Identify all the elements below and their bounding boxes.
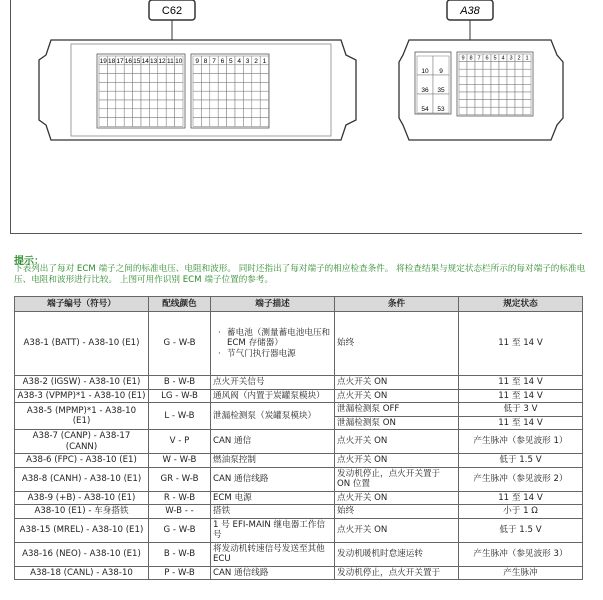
pin-cell (124, 91, 132, 100)
pin-cell (475, 92, 483, 100)
pin-number: 7 (212, 57, 216, 65)
pin-cell (491, 107, 499, 115)
pin-number: 9 (461, 55, 465, 62)
table-row: A38-16 (NEO) - A38-10 (E1) B - W-B 将发动机转速信号发送至其他 ECU 发动机暖机时怠速运转 产生脉冲（参见波形 3） (15, 542, 583, 566)
pin-cell (166, 100, 174, 109)
pin-number: 5 (493, 55, 497, 62)
pin-cell (175, 65, 183, 74)
pin-cell (235, 74, 243, 83)
pin-cell (459, 77, 467, 85)
pin-cell (252, 74, 260, 83)
table-row: A38-10 (E1) - 车身搭铁 W-B - - 搭铁 始终 小于 1 Ω (15, 505, 583, 519)
connector-diagram (11, 0, 583, 234)
header-condition: 条件 (335, 297, 459, 312)
pin-cell (193, 82, 201, 91)
pin-cell (158, 118, 166, 127)
ecm-terminal-table (14, 296, 583, 580)
pin-cell (175, 82, 183, 91)
pin-cell (218, 91, 226, 100)
ecm-connector-figure (10, 0, 582, 234)
pin-cell (175, 74, 183, 83)
pin-cell (201, 65, 209, 74)
pin-cell (515, 62, 523, 70)
pin-cell (467, 107, 475, 115)
tip-text: 下表列出了每对 ECM 端子之间的标准电压、电阻和波形。 同时还指出了每对端子的相应检查条件。 将检查结果与规定状态栏所示的每对端子的标准电压、电阻和波形进行比较。 上图可用作识别 ECM 端子位置的参考。 (14, 264, 586, 285)
pin-cell (210, 118, 218, 127)
pin-cell (515, 107, 523, 115)
pin-cell (107, 100, 115, 109)
pin-cell (507, 69, 515, 77)
pin-cell (99, 65, 107, 74)
pin-number: 2 (254, 57, 258, 65)
pin-cell (227, 100, 235, 109)
pin-cell (491, 77, 499, 85)
pin-cell (243, 100, 251, 109)
pin-cell (141, 74, 149, 83)
pin-cell (459, 84, 467, 92)
pin-cell (193, 118, 201, 127)
pin-cell (149, 82, 157, 91)
pin-cell (124, 65, 132, 74)
pin-cell (467, 84, 475, 92)
header-description: 端子描述 (211, 297, 335, 312)
table-row: 泄漏检测泵 ON 11 至 14 V (15, 416, 583, 430)
pin-cell (491, 69, 499, 77)
pin-cell (107, 91, 115, 100)
pin-cell (483, 92, 491, 100)
pin-cell (218, 100, 226, 109)
pin-cell (149, 109, 157, 118)
pin-cell (166, 118, 174, 127)
pin-cell (243, 65, 251, 74)
pin-cell (107, 109, 115, 118)
pin-cell (252, 82, 260, 91)
pin-cell (158, 91, 166, 100)
pin-cell (483, 84, 491, 92)
pin-number: 17 (116, 57, 124, 65)
pin-cell (166, 91, 174, 100)
table-row: A38-6 (FPC) - A38-10 (E1) W - W-B 燃油泵控制 点火开关 ON 低于 1.5 V (15, 454, 583, 468)
pin-cell (116, 118, 124, 127)
pin-cell (116, 100, 124, 109)
pin-cell (499, 84, 507, 92)
pin-cell (133, 100, 141, 109)
pin-number: 2 (517, 55, 521, 62)
pin-cell (210, 91, 218, 100)
table-row: A38-1 (BATT) - A38-10 (E1) G - W-B · 蓄电池（测量蓄电池电压和 ECM 存储器） · 节气门执行器电源 始终 11 至 14 V (15, 312, 583, 376)
pin-number: 36 (421, 87, 429, 94)
pin-cell (124, 118, 132, 127)
pin-cell (243, 109, 251, 118)
pin-cell (166, 74, 174, 83)
pin-cell (515, 84, 523, 92)
pin-cell (133, 65, 141, 74)
pin-number: 9 (439, 68, 443, 75)
pin-cell (243, 118, 251, 127)
pin-cell (149, 65, 157, 74)
pin-cell (491, 92, 499, 100)
pin-cell (491, 62, 499, 70)
pin-number: 54 (421, 106, 429, 113)
pin-cell (99, 74, 107, 83)
pin-cell (218, 109, 226, 118)
pin-cell (149, 91, 157, 100)
pin-cell (235, 65, 243, 74)
pin-cell (201, 109, 209, 118)
pin-cell (523, 92, 531, 100)
pin-number: 4 (237, 57, 242, 65)
pin-cell (523, 84, 531, 92)
pin-cell (252, 65, 260, 74)
pin-cell (116, 65, 124, 74)
table-row: A38-3 (VPMP)*1 - A38-10 (E1) LG - W-B 通风阀（内置于炭罐泵模块） 点火开关 ON 11 至 14 V (15, 389, 583, 403)
pin-cell (141, 100, 149, 109)
pin-cell (99, 82, 107, 91)
pin-number: 1 (525, 55, 529, 62)
pin-cell (252, 100, 260, 109)
pin-number: 3 (245, 57, 250, 65)
pin-cell (116, 91, 124, 100)
pin-cell (235, 118, 243, 127)
pin-cell (210, 82, 218, 91)
pin-cell (210, 109, 218, 118)
pin-number: 5 (228, 57, 233, 65)
pin-number: 10 (421, 68, 429, 75)
pin-number: 19 (99, 57, 107, 65)
pin-cell (491, 100, 499, 108)
pin-cell (467, 92, 475, 100)
pin-cell (210, 74, 218, 83)
pin-cell (227, 91, 235, 100)
pin-cell (499, 100, 507, 108)
pin-cell (475, 69, 483, 77)
pin-cell (515, 69, 523, 77)
pin-cell (193, 65, 201, 74)
pin-cell (124, 74, 132, 83)
pin-cell (124, 82, 132, 91)
pin-number: 6 (485, 55, 489, 62)
header-terminal: 端子编号（符号） (15, 297, 149, 312)
pin-cell (149, 100, 157, 109)
pin-cell (499, 77, 507, 85)
pin-cell (99, 118, 107, 127)
right-connector-label: A38 (460, 5, 480, 17)
pin-cell (467, 77, 475, 85)
pin-cell (201, 118, 209, 127)
pin-cell (99, 100, 107, 109)
table-row: A38-8 (CANH) - A38-10 (E1) GR - W-B CAN 通信线路 发动机停止，点火开关置于 ON 位置 产生脉冲（参见波形 2） (15, 467, 583, 491)
pin-cell (141, 91, 149, 100)
table-row: A38-5 (MPMP)*1 - A38-10 (E1) L - W-B 泄漏检测泵（炭罐泵模块） 泄漏检测泵 OFF 低于 3 V (15, 403, 583, 417)
pin-cell (467, 69, 475, 77)
pin-cell (459, 62, 467, 70)
pin-cell (158, 109, 166, 118)
pin-cell (483, 77, 491, 85)
pin-cell (235, 82, 243, 91)
pin-cell (193, 74, 201, 83)
pin-cell (107, 74, 115, 83)
pin-cell (507, 100, 515, 108)
table-row: A38-7 (CANP) - A38-17 (CANN) V - P CAN 通信 点火开关 ON 产生脉冲（参见波形 1） (15, 430, 583, 454)
pin-cell (227, 118, 235, 127)
table-row: A38-18 (CANL) - A38-10 P - W-B CAN 通信线路 发动机停止，点火开关置于 产生脉冲 (15, 566, 583, 580)
pin-cell (201, 82, 209, 91)
pin-cell (515, 77, 523, 85)
pin-cell (483, 69, 491, 77)
pin-cell (507, 62, 515, 70)
pin-cell (260, 82, 268, 91)
pin-cell (158, 100, 166, 109)
pin-cell (499, 62, 507, 70)
pin-cell (210, 65, 218, 74)
pin-cell (149, 118, 157, 127)
pin-cell (175, 100, 183, 109)
pin-cell (133, 118, 141, 127)
pin-cell (523, 107, 531, 115)
pin-cell (133, 109, 141, 118)
pin-cell (243, 74, 251, 83)
pin-cell (459, 100, 467, 108)
pin-cell (507, 84, 515, 92)
pin-cell (133, 91, 141, 100)
pin-cell (201, 91, 209, 100)
pin-cell (483, 100, 491, 108)
pin-cell (499, 69, 507, 77)
pin-cell (260, 100, 268, 109)
table-row: A38-9 (+B) - A38-10 (E1) R - W-B ECM 电源 点火开关 ON 11 至 14 V (15, 491, 583, 505)
pin-cell (491, 84, 499, 92)
pin-cell (252, 118, 260, 127)
pin-cell (515, 92, 523, 100)
table-row: A38-15 (MREL) - A38-10 (E1) G - W-B 1 号 EFI-MAIN 继电器工作信号 点火开关 ON 低于 1.5 V (15, 518, 583, 542)
pin-cell (243, 91, 251, 100)
pin-cell (99, 91, 107, 100)
pin-number: 18 (107, 57, 116, 65)
pin-cell (141, 109, 149, 118)
pin-number: 35 (437, 87, 445, 94)
table-row: A38-2 (IGSW) - A38-10 (E1) B - W-B 点火开关信号 点火开关 ON 11 至 14 V (15, 376, 583, 390)
pin-cell (252, 109, 260, 118)
pin-cell (166, 82, 174, 91)
pin-cell (141, 118, 149, 127)
pin-number: 3 (509, 55, 513, 62)
pin-cell (523, 100, 531, 108)
pin-cell (107, 65, 115, 74)
pin-cell (133, 82, 141, 91)
pin-cell (158, 82, 166, 91)
pin-cell (166, 65, 174, 74)
pin-cell (475, 100, 483, 108)
pin-cell (210, 100, 218, 109)
pin-cell (467, 62, 475, 70)
pin-cell (507, 77, 515, 85)
pin-cell (141, 82, 149, 91)
pin-cell (124, 109, 132, 118)
pin-cell (260, 109, 268, 118)
pin-cell (107, 118, 115, 127)
pin-cell (227, 74, 235, 83)
pin-cell (459, 69, 467, 77)
pin-cell (252, 91, 260, 100)
pin-cell (193, 91, 201, 100)
pin-cell (260, 91, 268, 100)
pin-number: 6 (220, 57, 225, 65)
pin-cell (116, 109, 124, 118)
tip-title: 提示： (14, 256, 44, 267)
pin-number: 7 (477, 55, 481, 62)
pin-cell (523, 69, 531, 77)
pin-cell (193, 100, 201, 109)
pin-number: 10 (175, 57, 183, 65)
pin-cell (141, 65, 149, 74)
pin-cell (475, 77, 483, 85)
pin-cell (175, 91, 183, 100)
pin-cell (175, 109, 183, 118)
pin-cell (475, 84, 483, 92)
pin-cell (116, 74, 124, 83)
pin-cell (483, 62, 491, 70)
header-wire-color: 配线颜色 (149, 297, 211, 312)
pin-number: 12 (158, 57, 166, 65)
pin-number: 15 (133, 57, 141, 65)
pin-cell (507, 92, 515, 100)
pin-cell (218, 74, 226, 83)
pin-cell (99, 109, 107, 118)
pin-cell (260, 65, 268, 74)
pin-cell (523, 77, 531, 85)
pin-number: 8 (469, 55, 473, 62)
pin-cell (201, 100, 209, 109)
pin-number: 4 (501, 55, 505, 62)
pin-cell (235, 109, 243, 118)
pin-number: 16 (124, 57, 133, 65)
pin-cell (483, 107, 491, 115)
header-specified: 规定状态 (459, 297, 583, 312)
pin-cell (166, 109, 174, 118)
pin-number: 53 (437, 106, 445, 113)
pin-cell (227, 65, 235, 74)
pin-cell (149, 74, 157, 83)
pin-cell (507, 107, 515, 115)
pin-cell (243, 82, 251, 91)
pin-number: 9 (195, 57, 200, 65)
pin-cell (523, 62, 531, 70)
pin-cell (227, 82, 235, 91)
pin-cell (218, 65, 226, 74)
pin-cell (467, 100, 475, 108)
left-connector-label: C62 (161, 5, 183, 17)
pin-cell (459, 107, 467, 115)
pin-cell (499, 92, 507, 100)
pin-cell (515, 100, 523, 108)
pin-cell (133, 74, 141, 83)
pin-cell (201, 74, 209, 83)
pin-cell (116, 82, 124, 91)
pin-cell (235, 100, 243, 109)
pin-number: 14 (141, 57, 149, 65)
pin-number: 8 (203, 57, 208, 65)
pin-cell (260, 118, 268, 127)
pin-cell (218, 82, 226, 91)
pin-cell (475, 62, 483, 70)
pin-cell (107, 82, 115, 91)
table-header-row (15, 297, 583, 312)
pin-cell (218, 118, 226, 127)
pin-cell (459, 92, 467, 100)
pin-cell (499, 107, 507, 115)
pin-cell (158, 74, 166, 83)
pin-cell (227, 109, 235, 118)
pin-cell (193, 109, 201, 118)
pin-number: 1 (262, 57, 267, 65)
pin-cell (124, 100, 132, 109)
pin-cell (158, 65, 166, 74)
pin-number: 11 (167, 57, 174, 65)
pin-cell (175, 118, 183, 127)
pin-cell (475, 107, 483, 115)
pin-number: 13 (149, 57, 158, 65)
pin-cell (235, 91, 243, 100)
pin-cell (260, 74, 268, 83)
